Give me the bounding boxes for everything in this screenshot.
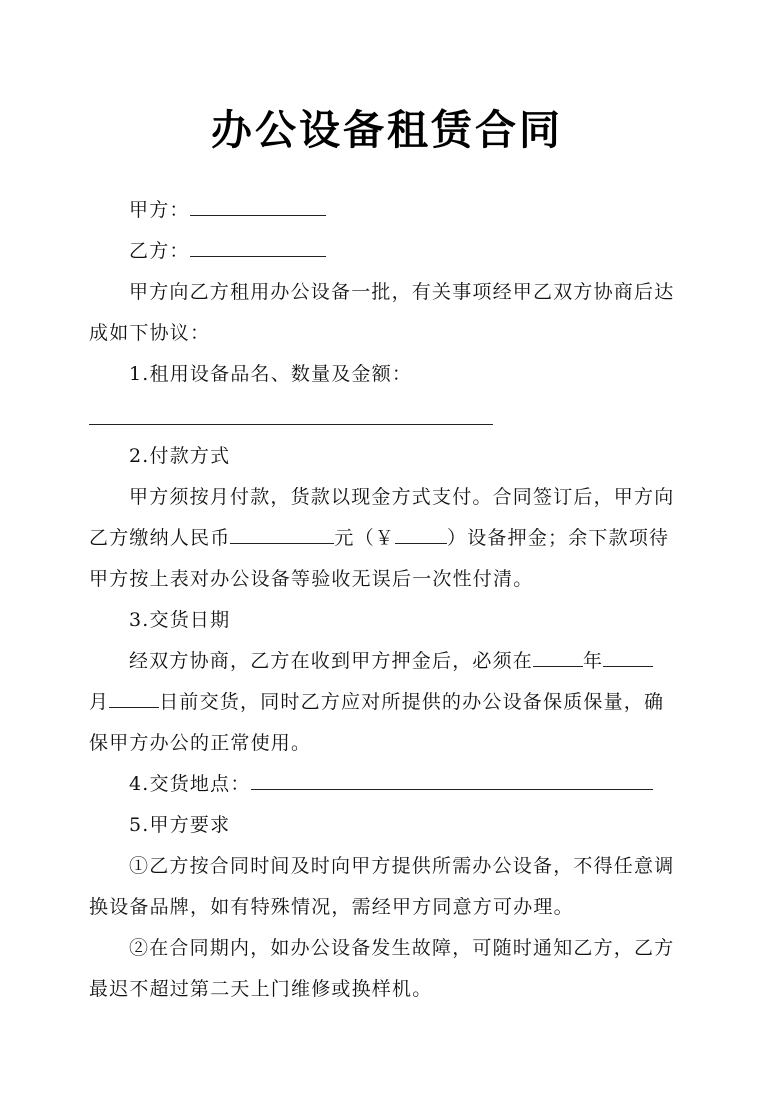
year-label: 年 [583, 650, 604, 672]
delivery-date-line-2-part-b: 日前交货，同时乙方应对所提供的办公设备保质保量，确 [159, 691, 665, 713]
payment-line-2-part-a: 乙方缴纳人民币 [89, 527, 231, 549]
equipment-list-rule [89, 424, 493, 425]
party-b-label: 乙方： [129, 240, 190, 262]
delivery-date-line-1-part-a: 经双方协商，乙方在收到甲方押金后，必须在 [129, 650, 534, 672]
document-title: 办公设备租赁合同 [211, 106, 563, 154]
day-blank[interactable] [109, 688, 159, 708]
rmb-amount-blank[interactable] [230, 524, 334, 544]
payment-line-1: 甲方须按月付款，货款以现金方式支付。合同签订后，甲方向 [129, 486, 675, 508]
party-a-label: 甲方： [129, 199, 190, 221]
payment-line-2-part-c: ）设备押金；余下款项待 [447, 527, 670, 549]
section-1-heading: 1.租用设备品名、数量及金额： [129, 363, 413, 385]
yuan-amount-blank[interactable] [395, 524, 447, 544]
payment-line-2-part-b: 元（￥ [334, 527, 396, 549]
month-label: 月 [89, 691, 110, 713]
delivery-date-line-2 [89, 682, 689, 723]
delivery-date-line-3: 保甲方办公的正常使用。 [89, 732, 312, 754]
payment-line-3: 甲方按上表对办公设备等验收无误后一次性付清。 [89, 568, 534, 590]
section-2-heading: 2.付款方式 [129, 445, 231, 467]
payment-line-2 [89, 518, 689, 559]
requirement-2-line-1: ②在合同期内，如办公设备发生故障，可随时通知乙方，乙方 [129, 937, 675, 959]
party-b-line [89, 231, 689, 272]
equipment-list-blank[interactable] [89, 395, 689, 436]
party-a-blank[interactable] [190, 196, 326, 216]
party-b-blank[interactable] [190, 237, 326, 257]
requirement-1-line-2: 换设备品牌，如有特殊情况，需经甲方同意方可办理。 [89, 896, 574, 918]
year-blank[interactable] [533, 647, 583, 667]
requirement-2-line-2: 最迟不超过第二天上门维修或换样机。 [89, 978, 433, 1000]
delivery-location-blank[interactable] [251, 770, 653, 790]
section-3-heading: 3.交货日期 [129, 609, 231, 631]
section-5-heading: 5.甲方要求 [129, 814, 231, 836]
month-blank[interactable] [603, 647, 653, 667]
party-a-line [89, 190, 689, 231]
intro-line-2: 成如下协议： [89, 322, 211, 344]
delivery-date-line-1 [89, 641, 689, 682]
contract-body [89, 190, 689, 1010]
section-4-line [89, 764, 689, 805]
intro-line-1: 甲方向乙方租用办公设备一批，有关事项经甲乙双方协商后达 [129, 281, 675, 303]
requirement-1-line-1: ①乙方按合同时间及时向甲方提供所需办公设备，不得任意调 [129, 855, 675, 877]
section-4-heading: 4.交货地点： [129, 773, 251, 795]
